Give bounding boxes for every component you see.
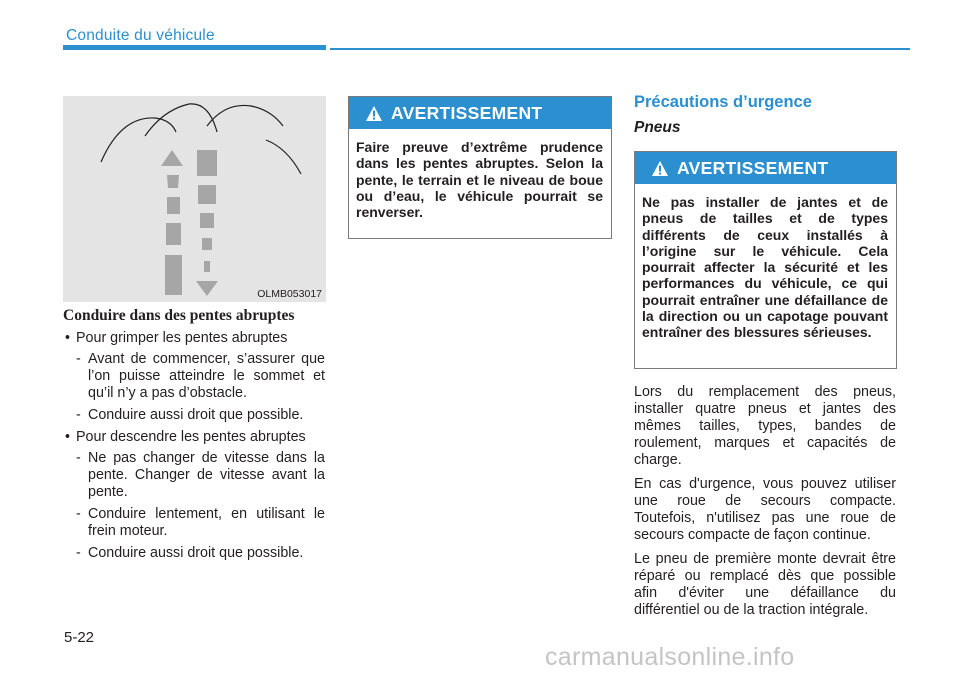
paragraph: Le pneu de première monte devrait être réparé ou remplacé dès que possible afin d'éviter une défaillance du différentiel ou de la traction intégrale. <box>634 551 896 618</box>
tyres-section <box>634 384 896 626</box>
warning-title: AVERTISSEMENT <box>391 102 543 123</box>
steep-slopes-section <box>63 307 325 567</box>
watermark: carmanualsonline.info <box>545 643 795 671</box>
sub-list-item: - Conduire aussi droit que possible. <box>76 545 325 562</box>
paragraph: En cas d'urgence, vous pouvez utiliser une roue de secours compacte. Toutefois, n'utilisez pas une roue de secours compacte de façon continue. <box>634 476 896 543</box>
warning-text: Faire preuve d’extrême prudence dans les pentes abruptes. Selon la pente, le terrain et le niveau de boue ou d’eau, le véhicule pourrait se renverser. <box>356 139 603 221</box>
warning-triangle-icon <box>651 160 669 177</box>
figure-code: OLMB053017 <box>257 288 322 300</box>
header-rule-thin <box>330 48 910 50</box>
downhill-arrow-icon <box>196 150 218 296</box>
list-item-label: Pour grimper les pentes abruptes <box>76 330 288 346</box>
slope-illustration <box>63 96 326 302</box>
warning-header <box>349 97 611 129</box>
sub-list-item: - Conduire lentement, en utilisant le frein moteur. <box>76 506 325 540</box>
steep-slopes-list <box>63 330 325 562</box>
sub-list <box>76 351 325 424</box>
warning-box-slopes <box>348 96 612 239</box>
sub-list-item: - Avant de commencer, s’assurer que l’on puisse atteindre le sommet et qu’il n’y a pas d’obstacle. <box>76 351 325 402</box>
list-item <box>63 429 325 562</box>
page-number: 5-22 <box>64 629 95 646</box>
uphill-arrow-icon <box>161 150 183 295</box>
list-item-label: Pour descendre les pentes abruptes <box>76 429 306 445</box>
steep-slopes-heading: Conduire dans des pentes abruptes <box>63 307 295 324</box>
warning-box-tyres <box>634 151 897 369</box>
header-rule-thick <box>63 45 326 50</box>
list-item <box>63 330 325 424</box>
warning-text: Ne pas installer de jantes et de pneus de tailles et de types différents de ceux installés à l’origine sur le véhicule. Cela pourrait affecter la sécurité et les performances du véhicule, ce qui pourrait entraîner une défaillance de la direction ou un capotage pouvant entraîner des blessures sérieuses. <box>642 194 888 341</box>
section-title: Conduite du véhicule <box>66 27 215 44</box>
sub-list <box>76 450 325 562</box>
sub-list-item: - Conduire aussi droit que possible. <box>76 407 325 424</box>
sub-list-item: - Ne pas changer de vitesse dans la pente. Changer de vitesse avant la pente. <box>76 450 325 501</box>
slope-diagram <box>63 96 326 302</box>
warning-header <box>635 152 896 184</box>
paragraph: Lors du remplacement des pneus, installer quatre pneus et jantes des mêmes tailles, types, bandes de roulement, marques et capacités de charge. <box>634 384 896 468</box>
emergency-heading: Précautions d’urgence <box>634 93 812 111</box>
warning-triangle-icon <box>365 105 383 122</box>
tyres-subheading: Pneus <box>634 119 681 136</box>
warning-title: AVERTISSEMENT <box>677 157 829 178</box>
